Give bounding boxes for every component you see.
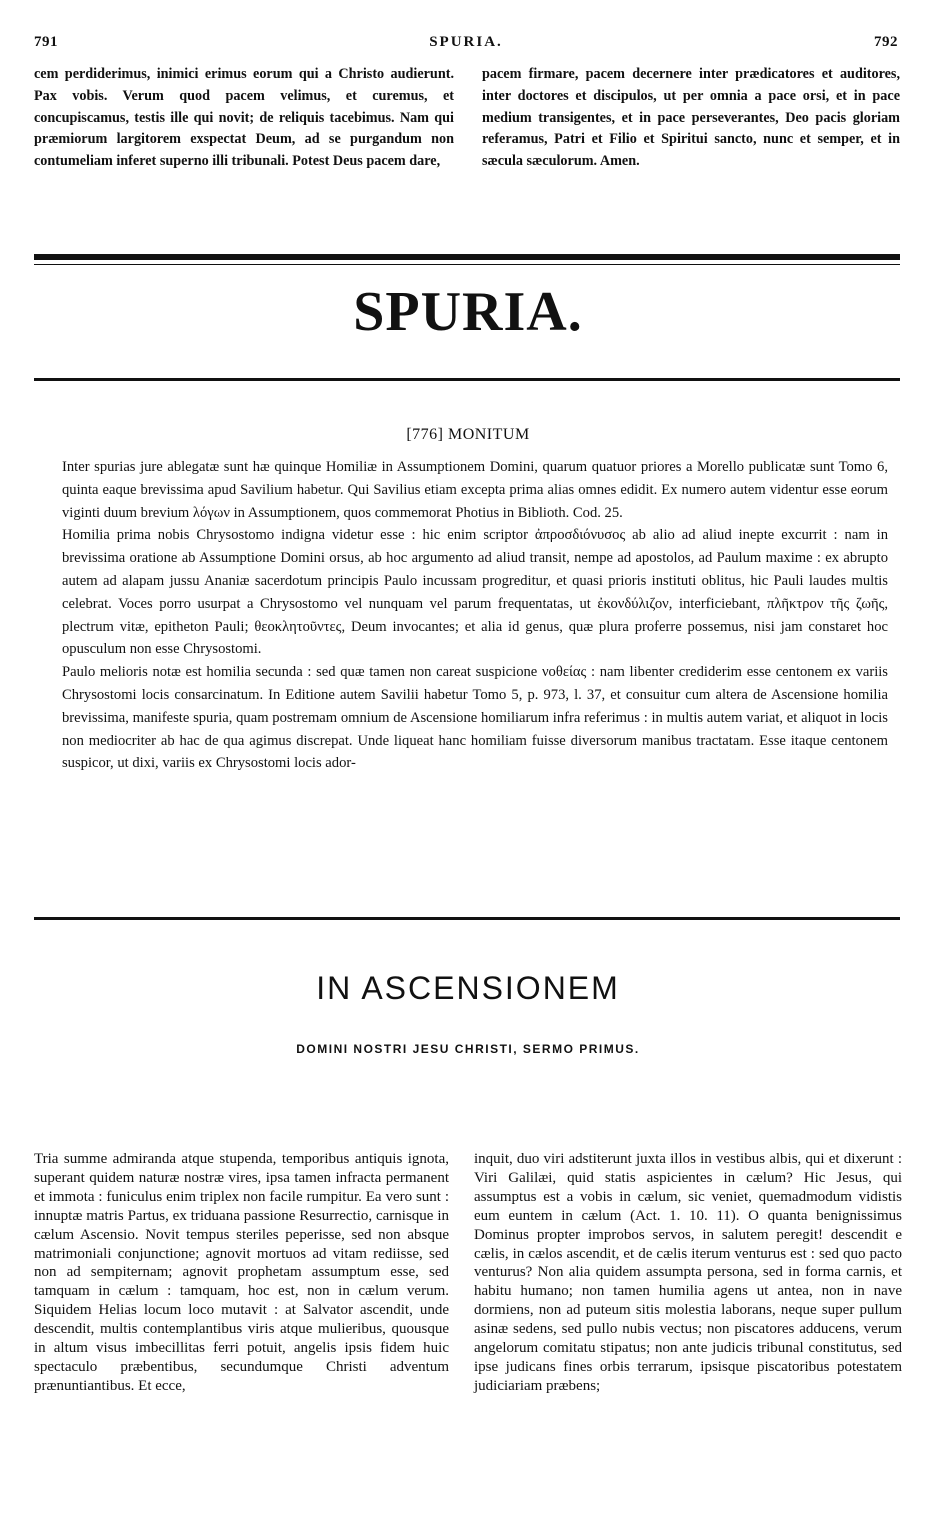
- monitum-paragraph: Inter spurias jure ablegatæ sunt hæ quinque Homiliæ in Assumptionem Domini, quarum quatuor priores a Morello publicatæ sunt Tomo 6, quinta eaque brevissima apud Savilium habetur. Qui Savilius etiam excepta prima alias omnes edidit. Ex numero autem videntur esse eorum viginti duum brevium λόγων in Assumptionem, quos commemorat Photius in Biblioth. Cod. 25.: [62, 459, 888, 521]
- previous-text-columns: [34, 64, 900, 214]
- monitum-heading: [776] MONITUM: [406, 426, 530, 443]
- sermon-columns: [34, 1150, 904, 1480]
- section-divider-thin: [34, 264, 900, 265]
- monitum-body: [62, 456, 888, 775]
- left-page-number: 791: [34, 34, 58, 50]
- previous-text-left-column: cem perdiderimus, inimici erimus eorum qui a Christo audierunt. Pax vobis. Verum quod pacem velimus, et curemus, et concupiscamus, testis ille qui novit; de reliquis tacebimus. Nam qui præmiorum largitorem exspectat Deum, ad se purgandum non contumeliam inferet superno illi tribunali. Potest Deus pacem dare,: [34, 66, 454, 170]
- title-divider: [34, 378, 900, 381]
- sermon-title: IN ASCENSIONEM: [316, 970, 620, 1006]
- running-head: [34, 34, 898, 54]
- monitum-paragraph: Homilia prima nobis Chrysostomo indigna videtur esse : hic enim scriptor ἀπροσδιόνυσος ab alio ad aliud inepte excurrit : nam in brevissima oratione ab Assumptione Domini orsus, ab hoc argumento ad aliud transit, nempe ad apostolos, ad Paulum maxime : ex abrupto autem ad alapam jussu Ananiæ sacerdotum principis Paulo incussam progreditur, et quasi prioris instituti oblitus, hic Pauli laudes multis celebrat. Voces porro usurpat a Chrysostomo vel nunquam vel parum frequentatas, ut ἐκονδύλιζον, interficiebant, πλῆκτρον τῆς ζωῆς, plectrum vitæ, epitheton Pauli; θεοκλητοῦντες, Deum invocantes; et alia id genus, quæ plura proferre possemus, nisi jam constaret hoc opusculum non esse Chrysostomi.: [62, 527, 888, 658]
- monitum-paragraph: Paulo melioris notæ est homilia secunda : sed quæ tamen non careat suspicione νοθείας : nam libenter crediderim esse centonem ex variis Chrysostomi locis consarcinatum. In Editione autem Savilii habetur Tomo 5, p. 973, l. 37, et consuitur cum altera de Ascensione homilia brevissima, manifeste spuria, quam postremam omnium de Ascensione homiliarum infra referimus : in multis autem variat, et aliquot in locis non mediocriter ab hac de qua agimus discrepat. Unde liqueat hanc homiliam fuisse diversorum manibus tractatam. Esse itaque centonem suspicor, ut dixi, variis ex Chrysostomi locis ador-: [62, 664, 888, 772]
- sermon-right-column: inquit, duo viri adstiterunt juxta illos in vestibus albis, qui et dixerunt : Viri Galilæi, quid statis aspicientes in cælum? Hic Jesus, qui assumptus est a vobis in cælum, sic veniet, quemadmodum vidistis eum euntem in cælum (Act. 1. 10. 11). O quanta benignissimus Dominus propter improbos servos, in salutem peregit! descendit e cælis, in cælos ascendit, et de cælis iterum venturus est : sed quo pacto venturus? Non alia quidem assumpta persona, sed in forma carnis, et habitu humano; non tamen humilia agens ut antea, non in nave dormiens, non ad puteum sitis molestia laborans, neque super pullum asinæ sedens, sed pullo nubis vectus; non piscatores adducens, verum angelorum comitatu stipatus; non ante judicis tribunal constitutus, sed ipse judicans fines orbis terrarum, ipsisque piscatoribus potestatem judiciariam præbens;: [474, 1151, 902, 1394]
- section-divider-thick: [34, 254, 900, 260]
- sermon-left-column: Tria summe admiranda atque stupenda, temporibus antiquis ignota, superant quidem naturæ nostræ vires, ipsa tamen infracta permanent et immota : funiculus enim triplex non facile rumpitur. Ea vero sunt : innuptæ matris Partus, ex triduana passione Resurrectio, carnisque in cælum Ascensio. Novit tempus steriles peperisse, sed non absque matrimoniali conjunctione; agnovit mortuos ad vitam rediisse, sed non ad sempiternam; agnovit prophetam assumptum esse, sed tamquam in cælum : tamquam, hoc est, non in cælum verum. Siquidem Helias locum loco mutavit : at Salvator ascendit, unde descendit, multis contemplantibus viris atque mulieribus, quousque in altum visus imbecillitas ferri potuit, angelis ipsis fidem huic spectaculo præbentibus, secundumque Christi adventum prænuntiantibus. Et ecce,: [34, 1151, 449, 1394]
- sermon-subtitle: DOMINI NOSTRI JESU CHRISTI, SERMO PRIMUS.: [296, 1042, 640, 1056]
- running-head-title: SPURIA.: [429, 34, 503, 50]
- previous-text-right-column: pacem firmare, pacem decernere inter prædicatores et auditores, inter doctores et discipulos, ut per omnia a pace orsi, et in pace medium transigentes, et in pace perseverantes, Deo pacis gloriam referamus, Patri et Filio et Spiritui sancto, nunc et semper, et in sæcula sæculorum. Amen.: [482, 66, 900, 170]
- monitum-divider: [34, 917, 900, 920]
- section-title: SPURIA.: [353, 281, 583, 343]
- right-page-number: 792: [874, 34, 898, 50]
